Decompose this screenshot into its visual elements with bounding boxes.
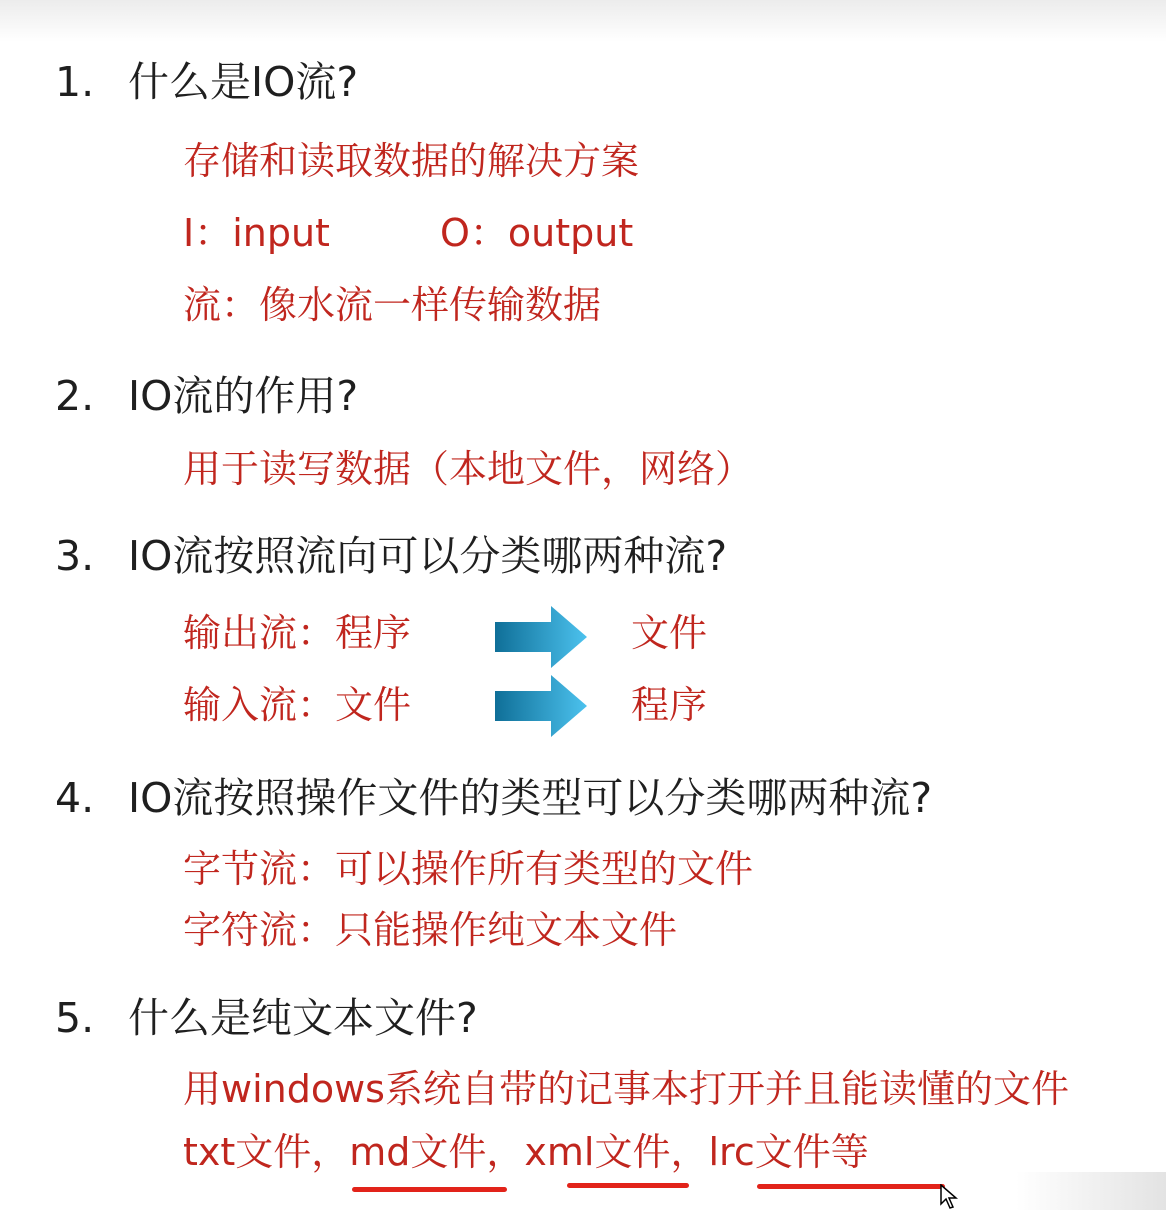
answer-4-2: 字符流：只能操作纯文本文件 bbox=[183, 908, 678, 952]
question-1 bbox=[55, 58, 359, 106]
question-number: 3. bbox=[55, 532, 95, 580]
answer-1-1: 存储和读取数据的解决方案 bbox=[183, 139, 640, 183]
question-number: 2. bbox=[55, 372, 95, 420]
io-definition-row bbox=[183, 211, 883, 255]
question-text: 什么是纯文本文件? bbox=[128, 994, 478, 1042]
question-number: 5. bbox=[55, 994, 95, 1042]
input-definition: I：input bbox=[183, 211, 330, 255]
top-shadow bbox=[0, 0, 1166, 42]
flow-output bbox=[183, 611, 783, 655]
output-definition: O：output bbox=[440, 211, 634, 255]
question-text: 什么是IO流? bbox=[128, 58, 359, 106]
question-number: 4. bbox=[55, 774, 95, 822]
underline-lrc bbox=[757, 1184, 945, 1189]
underline-xml bbox=[567, 1183, 689, 1188]
question-text: IO流的作用? bbox=[128, 372, 359, 420]
answer-1-2: 流：像水流一样传输数据 bbox=[183, 283, 602, 327]
answer-5-2: txt文件，md文件，xml文件，lrc文件等 bbox=[183, 1130, 869, 1174]
underline-md bbox=[352, 1187, 507, 1192]
question-number: 1. bbox=[55, 58, 95, 106]
question-text: IO流按照流向可以分类哪两种流? bbox=[128, 532, 728, 580]
question-5 bbox=[55, 994, 478, 1042]
question-3 bbox=[55, 532, 728, 580]
right-arrow-icon bbox=[495, 606, 587, 668]
answer-2-1: 用于读写数据（本地文件，网络） bbox=[183, 447, 754, 491]
flow-input-label: 输入流：文件 bbox=[183, 683, 412, 727]
flow-output-target: 文件 bbox=[631, 611, 708, 655]
answer-5-1: 用windows系统自带的记事本打开并且能读懂的文件 bbox=[183, 1067, 1069, 1111]
right-arrow-icon bbox=[495, 675, 587, 737]
question-text: IO流按照操作文件的类型可以分类哪两种流? bbox=[128, 774, 933, 822]
question-4 bbox=[55, 774, 933, 822]
flow-input-target: 程序 bbox=[631, 683, 708, 727]
mouse-cursor-icon bbox=[940, 1184, 960, 1210]
answer-4-1: 字节流：可以操作所有类型的文件 bbox=[183, 847, 754, 891]
flow-output-label: 输出流：程序 bbox=[183, 611, 412, 655]
watermark bbox=[1016, 1172, 1166, 1210]
flow-input bbox=[183, 683, 783, 727]
question-2 bbox=[55, 372, 359, 420]
